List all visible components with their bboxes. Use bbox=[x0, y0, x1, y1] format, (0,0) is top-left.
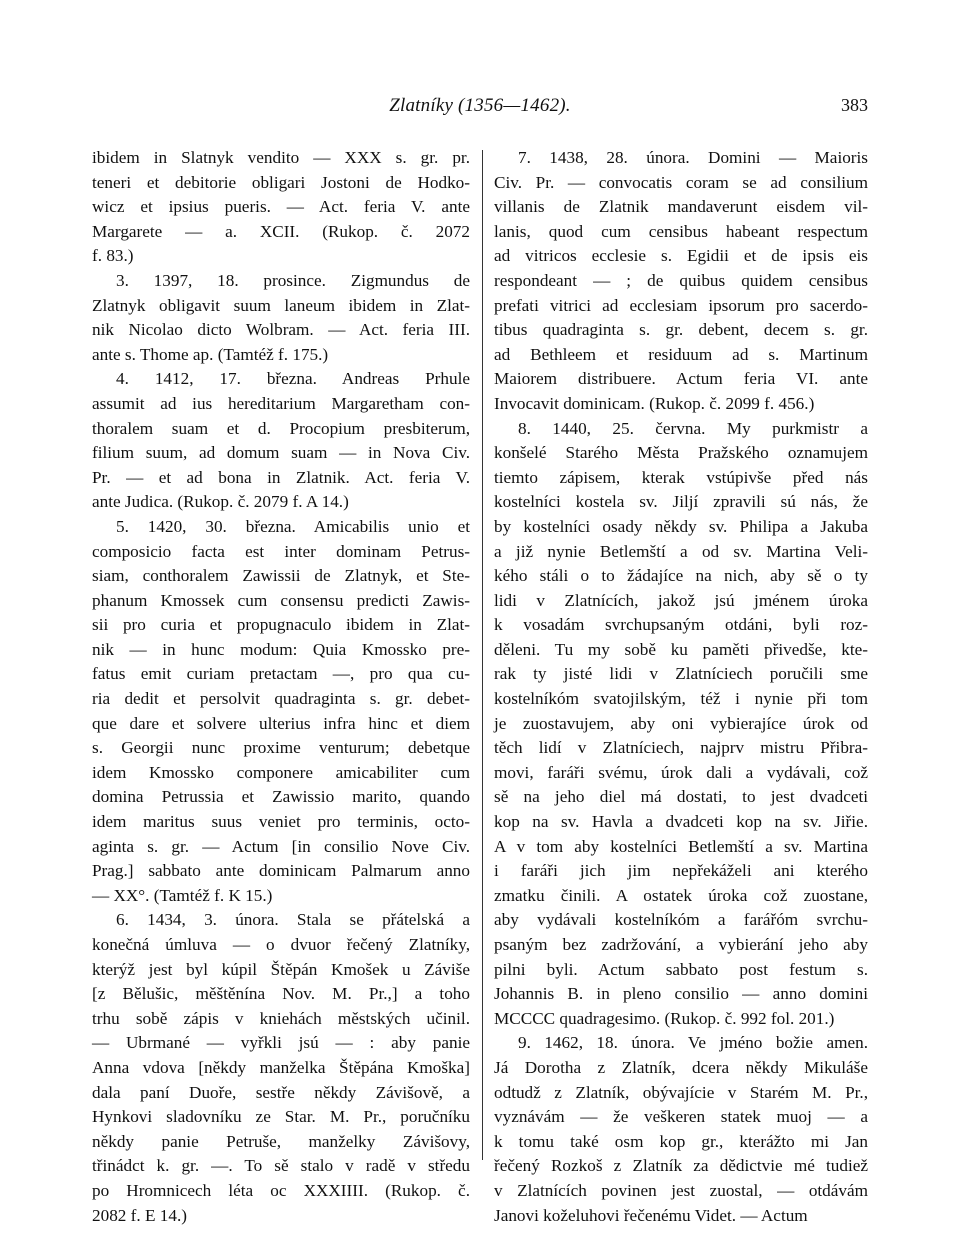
text-line: Johannis B. in pleno consilio — anno domini bbox=[494, 984, 868, 1004]
text-line: k tomu také osm kop gr., kterážto mi Jan bbox=[494, 1131, 868, 1151]
text-line: někdy panie Petruše, manželky Závišovy, bbox=[92, 1131, 470, 1151]
text-line: odtudž z Zlatník, obývajície v Starém M. Pr., bbox=[494, 1082, 868, 1102]
text-line: tiemto zápisem, kterak vstúpivše před nás bbox=[494, 467, 868, 487]
text-line: prefati vitrici ad ecclesiam ipsorum pro sacerdo- bbox=[494, 295, 868, 315]
text-line: A v tom aby kostelníci Betlemští a sv. Martina bbox=[494, 836, 868, 856]
text-line: aginta s. gr. — Actum [in consilio Nove Civ. bbox=[92, 836, 470, 856]
text-line: Maiorem distribuere. Actum feria VI. ante bbox=[494, 369, 868, 389]
text-line: v Zlatnících povinen jest zuostal, — otdávám bbox=[494, 1180, 868, 1200]
text-line: kop na sv. Havla a dvadceti kop na sv. Jiřie. bbox=[494, 812, 868, 832]
text-line: thoralem suam et d. Procopium presbiterum, bbox=[92, 418, 470, 438]
text-line: assumit ad ius hereditarium Margaretham con- bbox=[92, 393, 470, 413]
text-line: nik Nicolao dicto Wolbram. — Act. feria III. bbox=[92, 320, 470, 340]
text-line: pilni byli. Actum sabbato post festum s. bbox=[494, 959, 868, 979]
text-line: Civ. Pr. — convocatis coram se ad consilium bbox=[494, 172, 868, 192]
text-line: 4. 1412, 17. března. Andreas Prhule bbox=[116, 369, 470, 389]
text-line: teneri et debitorie obligari Jostoni de Hodko- bbox=[92, 172, 470, 192]
text-line: řečený Rozkoš z Zlatník za dědictvie mé tudiež bbox=[494, 1156, 868, 1176]
text-line: 3. 1397, 18. prosince. Zigmundus de bbox=[116, 270, 470, 290]
text-line: ante s. Thome ap. (Tamtéž f. 175.) bbox=[92, 344, 329, 364]
text-line: a již nynie Betlemští a od sv. Martina Veli- bbox=[494, 541, 868, 561]
text-line: Anna vdova [někdy manželka Štěpána Kmoška] bbox=[92, 1057, 470, 1077]
text-line: idem Kmossko componere amicabiliter cum bbox=[92, 762, 470, 782]
text-line: Margarete — a. XCII. (Rukop. č. 2072 bbox=[92, 221, 470, 241]
text-line: f. 83.) bbox=[92, 246, 134, 266]
text-line: MCCCC quadragesimo. (Rukop. č. 992 fol. 201.) bbox=[494, 1008, 835, 1028]
text-line: ad Bethleem et residuum ad s. Martinum bbox=[494, 344, 868, 364]
text-line: ria dedit et persolvit quadraginta s. gr. debet- bbox=[92, 689, 470, 709]
text-line: — XX°. (Tamtéž f. K 15.) bbox=[92, 885, 273, 905]
text-line: sě na jeho diel má dostati, to jest dvadceti bbox=[494, 787, 868, 807]
text-line: wicz et ipsius pueris. — Act. feria V. ante bbox=[92, 197, 470, 217]
text-line: rak ty jisté lidi v Zlatníciech poručili sme bbox=[494, 664, 868, 684]
text-line: phanum Kmossek cum consensu predicti Zawis- bbox=[92, 590, 470, 610]
text-line: ibidem in Slatnyk vendito — XXX s. gr. pr. bbox=[92, 148, 470, 167]
text-line: trhu sobě zápis v kniehách městských učinil. bbox=[92, 1008, 470, 1028]
text-line: děleni. Tu my sobě ku paměti přivedše, kte- bbox=[494, 639, 868, 659]
text-line: lanis, quod cum censibus habeant respectum bbox=[494, 221, 868, 241]
text-line: Já Dorotha z Zlatník, dcera někdy Mikuláše bbox=[494, 1057, 868, 1077]
text-line: movi, faráři svému, úrok dali a vydávali, což bbox=[494, 762, 868, 782]
text-line: filium suum, ad domum suam — in Nova Civ. bbox=[92, 443, 470, 463]
text-line: idem maritus suus veniet pro terminis, octo- bbox=[92, 812, 470, 832]
text-line: zmatku činili. A ostatek úroka což zuostane, bbox=[494, 885, 868, 905]
running-title: Zlatníky (1356—1462). bbox=[389, 95, 571, 116]
text-line: Prag.] sabbato ante dominicam Palmarum anno bbox=[92, 861, 470, 881]
text-line: třinádct k. gr. —. To sě stalo v radě v středu bbox=[92, 1156, 470, 1176]
text-line: konečná úmluva — o dvuor řečený Zlatníky, bbox=[92, 935, 470, 954]
text-line: po Hromnicech léta oc XXXIIII. (Rukop. č. bbox=[92, 1180, 470, 1200]
text-line: 8. 1440, 25. června. My purkmistr a bbox=[518, 418, 868, 438]
text-line: psaným bez zadržování, a vybierání jeho aby bbox=[494, 935, 868, 954]
running-header bbox=[92, 95, 868, 123]
text-line: 6. 1434, 3. února. Stala se přátelská a bbox=[116, 910, 470, 930]
text-line: nik — in hunc modum: Quia Kmossko pre- bbox=[92, 639, 470, 659]
text-line: konšelé Starého Města Pražského oznamujem bbox=[494, 443, 868, 463]
text-line: kostelníkóm svatojilským, též i nynie při tom bbox=[494, 689, 868, 709]
page-number: 383 bbox=[841, 95, 868, 115]
text-line: s. Georgii nunc proxime venturum; debetque bbox=[92, 738, 470, 758]
text-line: respondeant — ; de quibus quidem censibus bbox=[494, 270, 868, 290]
text-line: siam, conthoralem Zawissii de Zlatnyk, et Ste- bbox=[92, 566, 470, 586]
text-line: 2082 f. E 14.) bbox=[92, 1205, 187, 1225]
text-line: aby vydávali kostelníkóm a farářóm svrchu- bbox=[494, 910, 868, 930]
text-line: Zlatnyk obligavit suum laneum ibidem in Zlat- bbox=[92, 295, 470, 315]
text-line: Invocavit dominicam. (Rukop. č. 2099 f. 456.) bbox=[494, 393, 815, 413]
column-divider bbox=[482, 150, 483, 1160]
text-line: villanis de Zlatnik mandaverunt eisdem vil- bbox=[494, 197, 868, 217]
text-line: by kostelníci osady někdy sv. Philipa a Jakuba bbox=[494, 516, 868, 536]
text-line: domina Petrussia et Zawissio marito, quando bbox=[92, 787, 470, 807]
text-line: Pr. — et ad bona in Zlatnik. Act. feria V. bbox=[92, 467, 470, 487]
text-line: vyznávám — že veškeren statek muoj — a bbox=[494, 1107, 868, 1127]
text-line: sii pro curia et propugnaculo ibidem in Zlat- bbox=[92, 615, 470, 635]
text-line: je zuostavujem, aby oni vybierajíce úrok od bbox=[494, 713, 868, 733]
text-line: fatus emit curiam pretactam —, pro qua cu- bbox=[92, 664, 470, 684]
left-column bbox=[92, 146, 470, 1228]
text-line: dala paní Duoře, sestře někdy Závišově, a bbox=[92, 1082, 470, 1102]
right-column bbox=[494, 146, 868, 1228]
text-line: kého stáli o to žádajíce na nich, aby sě o ty bbox=[494, 566, 868, 586]
text-line: ante Judica. (Rukop. č. 2079 f. A 14.) bbox=[92, 492, 349, 512]
text-line: tibus quadraginta s. gr. debent, decem s. gr. bbox=[494, 320, 868, 340]
text-line: Hynkovi sladovníku ze Star. M. Pr., poručníku bbox=[92, 1107, 470, 1127]
text-line: composicio facta est inter dominam Petrus- bbox=[92, 541, 470, 561]
text-line: 9. 1462, 18. února. Ve jméno božie amen. bbox=[518, 1033, 868, 1053]
text-line: kostelníci kostela sv. Jiljí zpravili sú nás, že bbox=[494, 492, 868, 512]
text-line: que dare et solvere ulterius infra hinc et diem bbox=[92, 713, 470, 733]
text-line: ad vitricos ecclesie s. Egidii et de ipsis eis bbox=[494, 246, 868, 266]
text-line: [z Bělušic, měštěnína Nov. M. Pr.,] a toho bbox=[92, 984, 470, 1004]
text-line: Janovi koželuhovi řečenému Videt. — Actum bbox=[494, 1205, 808, 1225]
text-line: i faráři jich jim nepřekáželi ani kterého bbox=[494, 861, 868, 881]
text-line: lidi v Zlatnících, jakož jsú jménem úroka bbox=[494, 590, 868, 610]
text-line: k vosadám svrchupsaným otdáni, byli roz- bbox=[494, 615, 868, 635]
text-line: kterýž jest byl kúpil Štěpán Kmošek u Záviše bbox=[92, 959, 470, 979]
text-line: — Ubrmané — vyřkli jsú — : aby panie bbox=[92, 1033, 470, 1053]
text-line: 7. 1438, 28. února. Domini — Maioris bbox=[518, 148, 868, 167]
text-line: 5. 1420, 30. března. Amicabilis unio et bbox=[116, 516, 470, 536]
text-line: těch lidí v Zlatníciech, najprv mistru Přibra- bbox=[494, 738, 868, 758]
